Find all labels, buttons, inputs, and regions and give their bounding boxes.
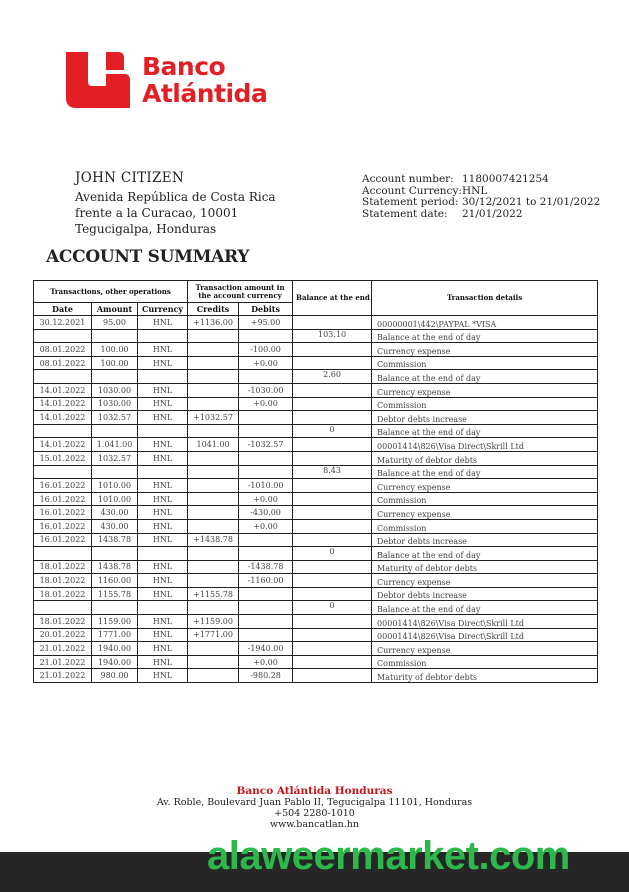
cell-amount: 1155.78 xyxy=(92,587,138,601)
cell-currency: HNL xyxy=(138,615,188,629)
cell-details: Currency expense xyxy=(372,642,598,656)
table-row xyxy=(34,669,598,683)
cell-amount xyxy=(92,601,138,615)
cell-credits xyxy=(188,424,239,438)
cell-debits: -1032.57 xyxy=(239,438,293,452)
cell-date: 16.01.2022 xyxy=(34,519,92,533)
cell-details: Maturity of debtor debts xyxy=(372,451,598,465)
header-details: Transaction details xyxy=(372,281,598,316)
table-row xyxy=(34,465,598,479)
cell-amount: 100.00 xyxy=(92,356,138,370)
cell-balance: 103.10 xyxy=(293,329,372,343)
cell-date: 18.01.2022 xyxy=(34,615,92,629)
cell-amount: 1030.00 xyxy=(92,397,138,411)
cell-credits xyxy=(188,669,239,683)
cell-debits xyxy=(239,411,293,425)
table-row xyxy=(34,424,598,438)
cell-amount: 430.00 xyxy=(92,519,138,533)
cell-balance xyxy=(293,655,372,669)
cell-debits xyxy=(239,628,293,642)
table-row xyxy=(34,601,598,615)
cell-amount: 1032.57 xyxy=(92,411,138,425)
cell-balance xyxy=(293,356,372,370)
cell-currency: HNL xyxy=(138,655,188,669)
cell-details: Commission xyxy=(372,519,598,533)
table-row xyxy=(34,492,598,506)
cell-debits xyxy=(239,451,293,465)
footer-website[interactable]: www.bancatlan.hn xyxy=(269,819,360,830)
header-credits: Credits xyxy=(188,303,239,316)
cell-credits: +1136.00 xyxy=(188,316,239,330)
cell-balance: 0 xyxy=(293,424,372,438)
cell-credits xyxy=(188,451,239,465)
table-row xyxy=(34,587,598,601)
cell-details: Debtor debts increase xyxy=(372,533,598,547)
cell-credits xyxy=(188,329,239,343)
cell-credits xyxy=(188,574,239,588)
cell-currency xyxy=(138,329,188,343)
page-title: ACCOUNT SUMMARY xyxy=(46,247,250,267)
cell-date: 21.01.2022 xyxy=(34,655,92,669)
cell-balance xyxy=(293,383,372,397)
cell-date: 16.01.2022 xyxy=(34,479,92,493)
cell-amount: 1010.00 xyxy=(92,479,138,493)
cell-debits xyxy=(239,587,293,601)
cell-debits xyxy=(239,329,293,343)
cell-details: Balance at the end of day xyxy=(372,465,598,479)
cell-details: Commission xyxy=(372,655,598,669)
table-row xyxy=(34,411,598,425)
cell-currency: HNL xyxy=(138,642,188,656)
table-row xyxy=(34,479,598,493)
watermark-text: alaweermarket.com xyxy=(207,834,570,878)
cell-balance xyxy=(293,492,372,506)
cell-credits xyxy=(188,506,239,520)
brand-line-2: Atlántida xyxy=(142,79,268,108)
cell-credits xyxy=(188,560,239,574)
cell-amount xyxy=(92,465,138,479)
header-date: Date xyxy=(34,303,92,316)
address-line: Tegucigalpa, Honduras xyxy=(75,222,217,236)
cell-debits xyxy=(239,533,293,547)
table-row xyxy=(34,655,598,669)
cell-currency: HNL xyxy=(138,451,188,465)
cell-currency: HNL xyxy=(138,492,188,506)
table-row xyxy=(34,370,598,384)
table-row xyxy=(34,574,598,588)
cell-debits xyxy=(239,465,293,479)
cell-debits: +0.00 xyxy=(239,397,293,411)
cell-details: Balance at the end of day xyxy=(372,370,598,384)
cell-details: Currency expense xyxy=(372,383,598,397)
cell-debits: -1010.00 xyxy=(239,479,293,493)
footer-phone: +504 2280-1010 xyxy=(274,808,355,819)
cell-debits xyxy=(239,370,293,384)
address-line: Avenida República de Costa Rica xyxy=(75,190,276,204)
cell-debits: -1940.00 xyxy=(239,642,293,656)
cell-amount: 1940.00 xyxy=(92,655,138,669)
cell-currency: HNL xyxy=(138,411,188,425)
cell-balance xyxy=(293,411,372,425)
cell-currency: HNL xyxy=(138,560,188,574)
cell-date: 16.01.2022 xyxy=(34,533,92,547)
cell-date: 14.01.2022 xyxy=(34,411,92,425)
cell-details: 00001414\826\Visa Direct\Skrill Ltd xyxy=(372,628,598,642)
cell-currency: HNL xyxy=(138,479,188,493)
cell-details: Balance at the end of day xyxy=(372,424,598,438)
cell-debits xyxy=(239,424,293,438)
cell-currency: HNL xyxy=(138,438,188,452)
cell-balance xyxy=(293,669,372,683)
table-row xyxy=(34,383,598,397)
cell-date: 14.01.2022 xyxy=(34,397,92,411)
table-row xyxy=(34,506,598,520)
cell-date: 08.01.2022 xyxy=(34,356,92,370)
cell-currency: HNL xyxy=(138,506,188,520)
cell-credits xyxy=(188,397,239,411)
cell-currency: HNL xyxy=(138,669,188,683)
cell-credits: +1159.00 xyxy=(188,615,239,629)
cell-details: Balance at the end of day xyxy=(372,547,598,561)
cell-debits xyxy=(239,547,293,561)
cell-details: Currency expense xyxy=(372,574,598,588)
cell-credits xyxy=(188,383,239,397)
cell-amount: 430.00 xyxy=(92,506,138,520)
header-debits: Debits xyxy=(239,303,293,316)
cell-currency: HNL xyxy=(138,574,188,588)
cell-debits: -980.28 xyxy=(239,669,293,683)
cell-details: Balance at the end of day xyxy=(372,329,598,343)
statement-date-label: Statement date: xyxy=(362,207,448,220)
cell-currency: HNL xyxy=(138,383,188,397)
cell-balance: 8.43 xyxy=(293,465,372,479)
cell-credits xyxy=(188,519,239,533)
banco-atlantida-logo-icon xyxy=(66,52,130,108)
customer-block xyxy=(75,170,276,237)
table-row xyxy=(34,628,598,642)
cell-debits: -1438.78 xyxy=(239,560,293,574)
cell-date: 18.01.2022 xyxy=(34,560,92,574)
cell-amount: 1940.00 xyxy=(92,642,138,656)
cell-amount xyxy=(92,424,138,438)
footer-address: Av. Roble, Boulevard Juan Pablo II, Tegucigalpa 11101, Honduras xyxy=(156,797,473,808)
cell-credits xyxy=(188,465,239,479)
cell-credits: +1438.78 xyxy=(188,533,239,547)
cell-amount: 1010.00 xyxy=(92,492,138,506)
cell-currency xyxy=(138,370,188,384)
account-number-label: Account number: xyxy=(362,173,454,185)
cell-credits xyxy=(188,370,239,384)
cell-details: 00001414\826\Visa Direct\Skrill Ltd xyxy=(372,615,598,629)
cell-date: 08.01.2022 xyxy=(34,343,92,357)
cell-credits: +1032.57 xyxy=(188,411,239,425)
cell-balance: 2.60 xyxy=(293,370,372,384)
cell-amount: 1160.00 xyxy=(92,574,138,588)
cell-details: Commission xyxy=(372,492,598,506)
cell-balance xyxy=(293,615,372,629)
cell-details: Maturity of debtor debts xyxy=(372,560,598,574)
table-row xyxy=(34,547,598,561)
account-currency-value: HNL xyxy=(462,184,488,197)
table-row xyxy=(34,438,598,452)
cell-credits xyxy=(188,642,239,656)
header-currency: Currency xyxy=(138,303,188,316)
cell-amount xyxy=(92,370,138,384)
table-row xyxy=(34,642,598,656)
cell-balance xyxy=(293,533,372,547)
cell-credits: +1771.00 xyxy=(188,628,239,642)
transactions-body xyxy=(34,316,598,683)
cell-currency: HNL xyxy=(138,533,188,547)
statement-period-value: 30/12/2021 to 21/01/2022 xyxy=(462,196,601,208)
cell-balance xyxy=(293,451,372,465)
cell-date xyxy=(34,547,92,561)
cell-debits: +0.00 xyxy=(239,655,293,669)
cell-credits xyxy=(188,343,239,357)
cell-debits xyxy=(239,615,293,629)
table-row xyxy=(34,316,598,330)
cell-credits xyxy=(188,492,239,506)
cell-date xyxy=(34,424,92,438)
cell-details: Commission xyxy=(372,356,598,370)
table-row xyxy=(34,533,598,547)
cell-currency: HNL xyxy=(138,356,188,370)
cell-date: 14.01.2022 xyxy=(34,383,92,397)
cell-credits: +1155.78 xyxy=(188,587,239,601)
cell-balance xyxy=(293,560,372,574)
cell-date: 18.01.2022 xyxy=(34,587,92,601)
cell-amount: 95.00 xyxy=(92,316,138,330)
cell-details: Commission xyxy=(372,397,598,411)
cell-amount: 100.00 xyxy=(92,343,138,357)
cell-details: Debtor debts increase xyxy=(372,411,598,425)
cell-balance xyxy=(293,642,372,656)
cell-amount: 1.041.00 xyxy=(92,438,138,452)
account-info xyxy=(362,174,600,220)
cell-currency: HNL xyxy=(138,519,188,533)
cell-debits: +0.00 xyxy=(239,519,293,533)
cell-currency xyxy=(138,424,188,438)
table-row xyxy=(34,519,598,533)
cell-amount: 1438.78 xyxy=(92,560,138,574)
cell-details: Balance at the end of day xyxy=(372,601,598,615)
cell-amount: 980.00 xyxy=(92,669,138,683)
cell-details: Currency expense xyxy=(372,506,598,520)
cell-currency: HNL xyxy=(138,587,188,601)
account-number-value: 1180007421254 xyxy=(462,173,549,185)
address-line: frente a la Curacao, 10001 xyxy=(75,206,239,220)
cell-currency: HNL xyxy=(138,316,188,330)
cell-debits xyxy=(239,601,293,615)
cell-details: Maturity of debtor debts xyxy=(372,669,598,683)
cell-credits: 1041.00 xyxy=(188,438,239,452)
cell-details: Debtor debts increase xyxy=(372,587,598,601)
cell-debits: +0.00 xyxy=(239,492,293,506)
cell-debits: -430.00 xyxy=(239,506,293,520)
cell-amount: 1159.00 xyxy=(92,615,138,629)
cell-balance xyxy=(293,519,372,533)
cell-balance: 0 xyxy=(293,547,372,561)
cell-debits: +0.00 xyxy=(239,356,293,370)
table-row xyxy=(34,356,598,370)
cell-balance xyxy=(293,587,372,601)
cell-credits xyxy=(188,547,239,561)
cell-date: 30.12.2021 xyxy=(34,316,92,330)
cell-credits xyxy=(188,655,239,669)
cell-balance xyxy=(293,343,372,357)
table-row xyxy=(34,329,598,343)
cell-date: 18.01.2022 xyxy=(34,574,92,588)
cell-date xyxy=(34,465,92,479)
header-amount: Amount xyxy=(92,303,138,316)
cell-date: 21.01.2022 xyxy=(34,669,92,683)
cell-date: 21.01.2022 xyxy=(34,642,92,656)
footer-bank-name: Banco Atlántida Honduras xyxy=(236,785,393,797)
cell-date: 20.01.2022 xyxy=(34,628,92,642)
cell-balance xyxy=(293,438,372,452)
cell-currency: HNL xyxy=(138,343,188,357)
cell-amount xyxy=(92,547,138,561)
cell-currency xyxy=(138,601,188,615)
cell-debits: -1030.00 xyxy=(239,383,293,397)
cell-balance xyxy=(293,574,372,588)
header-balance: Balance at the end xyxy=(293,281,372,316)
cell-details: 00001414\826\Visa Direct\Skrill Ltd xyxy=(372,438,598,452)
statement-period-label: Statement period: xyxy=(362,196,459,208)
cell-date xyxy=(34,370,92,384)
table-row xyxy=(34,615,598,629)
customer-name: JOHN CITIZEN xyxy=(75,170,185,186)
table-row xyxy=(34,560,598,574)
cell-balance xyxy=(293,628,372,642)
cell-balance xyxy=(293,397,372,411)
cell-credits xyxy=(188,356,239,370)
cell-currency: HNL xyxy=(138,628,188,642)
account-currency-label: Account Currency: xyxy=(362,184,462,197)
table-row xyxy=(34,397,598,411)
transactions-table xyxy=(33,280,598,683)
cell-balance: 0 xyxy=(293,601,372,615)
cell-date xyxy=(34,601,92,615)
cell-details: 00000001\442\PAYPAL *VISA xyxy=(372,316,598,330)
cell-debits: +95.00 xyxy=(239,316,293,330)
cell-amount: 1032.57 xyxy=(92,451,138,465)
cell-date xyxy=(34,329,92,343)
cell-credits xyxy=(188,479,239,493)
cell-date: 14.01.2022 xyxy=(34,438,92,452)
cell-amount: 1030.00 xyxy=(92,383,138,397)
cell-currency xyxy=(138,547,188,561)
cell-credits xyxy=(188,601,239,615)
cell-amount: 1771.00 xyxy=(92,628,138,642)
cell-currency: HNL xyxy=(138,397,188,411)
cell-date: 16.01.2022 xyxy=(34,492,92,506)
cell-balance xyxy=(293,479,372,493)
cell-debits: -100.00 xyxy=(239,343,293,357)
statement-date-value: 21/01/2022 xyxy=(462,207,523,220)
cell-amount xyxy=(92,329,138,343)
brand-line-1: Banco xyxy=(142,52,226,81)
cell-details: Currency expense xyxy=(372,343,598,357)
cell-balance xyxy=(293,506,372,520)
cell-details: Currency expense xyxy=(372,479,598,493)
bank-logo xyxy=(66,52,267,108)
cell-amount: 1438.78 xyxy=(92,533,138,547)
cell-date: 15.01.2022 xyxy=(34,451,92,465)
cell-currency xyxy=(138,465,188,479)
table-row xyxy=(34,451,598,465)
group-header-transactions: Transactions, other operations xyxy=(34,281,188,303)
footer xyxy=(0,786,629,830)
table-row xyxy=(34,343,598,357)
cell-debits: -1160.00 xyxy=(239,574,293,588)
cell-date: 16.01.2022 xyxy=(34,506,92,520)
cell-balance xyxy=(293,316,372,330)
group-header-amount: Transaction amount in the account currency xyxy=(188,281,293,303)
